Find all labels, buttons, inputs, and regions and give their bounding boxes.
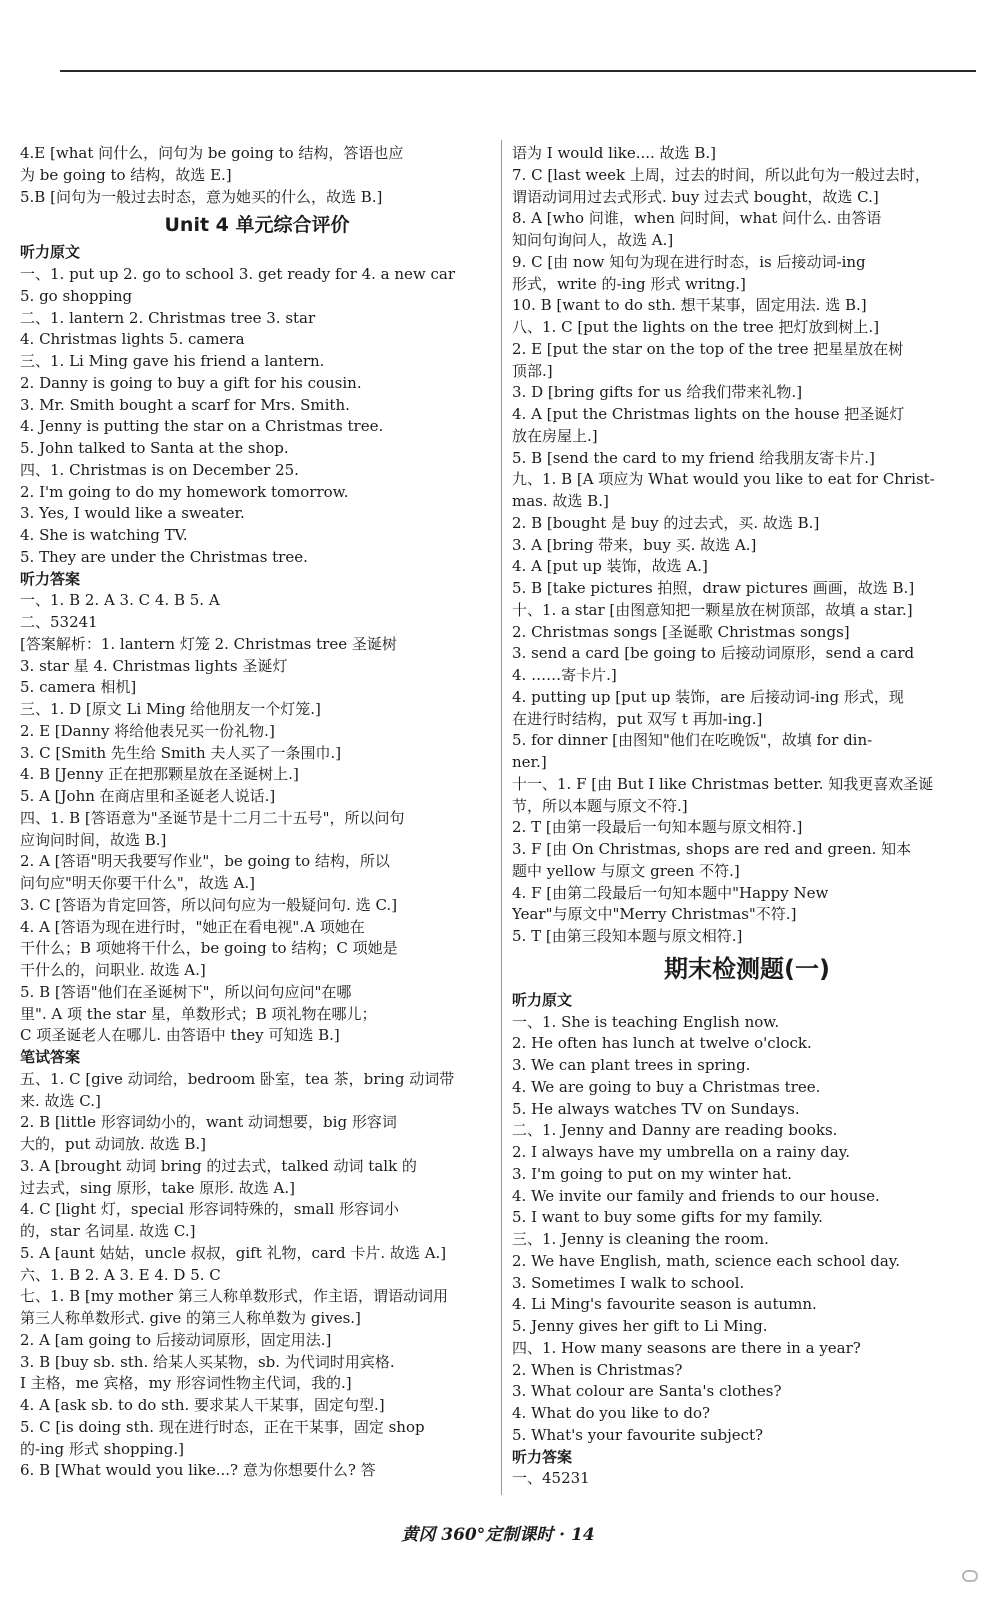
section-title: Unit 4 单元综合评价 xyxy=(164,214,350,237)
left-column xyxy=(20,143,494,1482)
right-column xyxy=(512,143,982,1490)
text-line: 应询问时间，故选 B.] xyxy=(20,830,167,849)
text-line: 4. Li Ming's favourite season is autumn. xyxy=(512,1295,817,1314)
text-line: ner.] xyxy=(512,753,547,771)
text-line: 4. A [put the Christmas lights on the house 把圣诞灯 xyxy=(512,405,905,423)
text-line: 4. putting up [put up 装饰，are 后接动词-ing 形式，现 xyxy=(512,687,904,706)
text-line: 2. We have English, math, science each school day. xyxy=(512,1251,901,1270)
text-line: 6. B [What would you like...? 意为你想要什么? 答 xyxy=(20,1461,376,1480)
text-line: 三、1. Jenny is cleaning the room. xyxy=(512,1230,769,1248)
section-heading: 听力原文 xyxy=(512,990,573,1009)
text-line: 谓语动词用过去式形式. buy 过去式 bought，故选 C.] xyxy=(512,187,879,206)
text-line: 5. camera 相机] xyxy=(20,678,137,697)
text-line: 3. F [由 On Christmas, shops are red and green. 知本 xyxy=(512,840,912,858)
text-line: 一、1. B 2. A 3. C 4. B 5. A xyxy=(20,591,220,610)
text-line: 2. B [little 形容词幼小的，want 动词想要，big 形容词 xyxy=(20,1113,397,1132)
text-line: 9. C [由 now 知句为现在进行时态，is 后接动词-ing xyxy=(512,252,866,271)
text-line: 问句应"明天你要干什么"，故选 A.] xyxy=(20,874,256,892)
text-line: 2. I always have my umbrella on a rainy day. xyxy=(512,1143,851,1161)
text-line: 4. A [put up 装饰，故选 A.] xyxy=(512,557,708,576)
text-line: 四、1. How many seasons are there in a year? xyxy=(512,1338,861,1357)
text-line: 3. B [buy sb. sth. 给某人买某物，sb. 为代词时用宾格. xyxy=(20,1352,395,1371)
text-line: 七、1. B [my mother 第三人称单数形式，作主语，谓语动词用 xyxy=(20,1287,448,1306)
text-line: 一、45231 xyxy=(512,1469,590,1488)
text-line: 干什么；B 项她将干什么，be going to 结构；C 项她是 xyxy=(20,939,398,958)
top-rule xyxy=(60,70,976,72)
text-line: 4. C [light 灯，special 形容词特殊的，small 形容词小 xyxy=(20,1200,399,1219)
text-line: 节，所以本题与原文不符.] xyxy=(512,796,688,815)
text-line: 题中 yellow 与原文 green 不符.] xyxy=(512,861,740,880)
text-line: 4. What do you like to do? xyxy=(512,1404,711,1422)
text-line: 四、1. Christmas is on December 25. xyxy=(20,460,299,479)
text-line: 2. Danny is going to buy a gift for his cousin. xyxy=(20,373,362,392)
text-line: 5. A [aunt 姑姑，uncle 叔叔，gift 礼物，card 卡片. 故选 A.] xyxy=(20,1243,447,1262)
text-line: 5. B [take pictures 拍照，draw pictures 画画，故选 B.] xyxy=(512,579,915,597)
text-line: 5. He always watches TV on Sundays. xyxy=(512,1099,800,1118)
text-line: 5. T [由第三段知本题与原文相符.] xyxy=(512,927,743,945)
text-line: 5. B [答语"他们在圣诞树下"，所以问句应问"在哪 xyxy=(20,982,352,1001)
text-line: 为 be going to 结构，故选 E.] xyxy=(20,165,232,184)
text-line: 3. We can plant trees in spring. xyxy=(512,1056,751,1074)
text-line: 八、1. C [put the lights on the tree 把灯放到树上.] xyxy=(512,318,880,336)
text-line: Year"与原文中"Merry Christmas"不符.] xyxy=(512,905,797,924)
text-line: 5. for dinner [由图知"他们在吃晚饭"，故填 for din- xyxy=(512,731,873,750)
text-line: 形式，write 的-ing 形式 writng.] xyxy=(512,274,746,293)
section-title: 期末检测题(一) xyxy=(664,954,830,983)
text-line: 10. B [want to do sth. 想干某事，固定用法. 选 B.] xyxy=(512,296,867,315)
text-line: 2. I'm going to do my homework tomorrow. xyxy=(20,482,349,501)
text-line: 3. A [bring 带来，buy 买. 故选 A.] xyxy=(512,535,757,554)
text-line: 2. E [Danny 将给他表兄买一份礼物.] xyxy=(20,721,275,740)
text-line: 4. F [由第二段最后一句知本题中"Happy New xyxy=(512,883,829,902)
text-line: 里". A 项 the star 星，单数形式；B 项礼物在哪儿； xyxy=(20,1004,377,1023)
text-line: 3. C [答语为肯定回答，所以问句应为一般疑问句. 选 C.] xyxy=(20,895,398,914)
text-line: 5. go shopping xyxy=(20,286,133,305)
text-line: 4. Jenny is putting the star on a Christmas tree. xyxy=(20,417,384,436)
text-line: 3. Sometimes I walk to school. xyxy=(512,1273,745,1292)
text-line: 5. John talked to Santa at the shop. xyxy=(20,439,289,457)
section-heading: 听力原文 xyxy=(20,243,81,262)
text-line: 五、1. C [give 动词给，bedroom 卧室，tea 茶，bring 动词带 xyxy=(20,1069,455,1088)
watermark-logo xyxy=(962,1570,978,1582)
text-line: 三、1. D [原文 Li Ming 给他朋友一个灯笼.] xyxy=(20,700,321,718)
text-line: C 项圣诞老人在哪儿. 由答语中 they 可知选 B.] xyxy=(20,1026,340,1045)
text-line: 大的，put 动词放. 故选 B.] xyxy=(20,1135,207,1153)
text-line: 2. A [答语"明天我要写作业"，be going to 结构，所以 xyxy=(20,852,390,871)
text-line: 3. star 星 4. Christmas lights 圣诞灯 xyxy=(20,656,288,675)
text-line: 5. A [John 在商店里和圣诞老人说话.] xyxy=(20,787,276,805)
text-line: [答案解析：1. lantern 灯笼 2. Christmas tree 圣诞树 xyxy=(20,634,397,653)
text-line: 5. They are under the Christmas tree. xyxy=(20,547,308,566)
section-heading: 听力答案 xyxy=(20,569,81,588)
text-line: 3. Yes, I would like a sweater. xyxy=(20,504,245,523)
text-line: 2. When is Christmas? xyxy=(512,1360,683,1379)
text-line: 十、1. a star [由图意知把一颗星放在树顶部，故填 a star.] xyxy=(512,600,913,619)
text-line: 4. We are going to buy a Christmas tree. xyxy=(512,1077,821,1096)
text-line: 语为 I would like.... 故选 B.] xyxy=(512,144,716,162)
text-line: 的，star 名词星. 故选 C.] xyxy=(20,1222,196,1240)
text-line: 2. Christmas songs [圣诞歌 Christmas songs] xyxy=(512,622,850,641)
text-line: 3. C [Smith 先生给 Smith 夫人买了一条围巾.] xyxy=(20,743,342,762)
text-line: 4. A [答语为现在进行时，"她正在看电视".A 项她在 xyxy=(20,917,365,936)
text-line: 4. B [Jenny 正在把那颗星放在圣诞树上.] xyxy=(20,765,299,784)
text-line: 2. E [put the star on the top of the tree 把星星放在树 xyxy=(512,339,904,358)
text-line: 3. send a card [be going to 后接动词原形，send a card xyxy=(512,644,915,663)
text-line: 三、1. Li Ming gave his friend a lantern. xyxy=(20,352,325,370)
text-line: 顶部.] xyxy=(512,361,553,380)
text-line: 4. A [ask sb. to do sth. 要求某人干某事，固定句型.] xyxy=(20,1396,385,1414)
text-line: 5. C [is doing sth. 现在进行时态，正在干某事，固定 shop xyxy=(20,1417,425,1436)
text-line: 7. C [last week 上周，过去的时间，所以此句为一般过去时， xyxy=(512,165,930,184)
text-line: 2. He often has lunch at twelve o'clock. xyxy=(512,1034,812,1053)
text-line: 一、1. She is teaching English now. xyxy=(512,1012,780,1031)
text-line: 4.E [what 问什么，问句为 be going to 结构，答语也应 xyxy=(20,144,404,162)
text-line: 8. A [who 问谁，when 问时间，what 问什么. 由答语 xyxy=(512,209,882,228)
text-line: 来. 故选 C.] xyxy=(20,1091,101,1110)
section-heading: 听力答案 xyxy=(512,1447,573,1466)
text-line: 的-ing 形式 shopping.] xyxy=(20,1439,184,1458)
text-line: I 主格，me 宾格，my 形容词性物主代词，我的.] xyxy=(20,1374,352,1393)
text-line: 3. A [brought 动词 bring 的过去式，talked 动词 talk 的 xyxy=(20,1156,417,1175)
text-line: 5. B [send the card to my friend 给我朋友寄卡片.] xyxy=(512,448,875,467)
text-line: 四、1. B [答语意为"圣诞节是十二月二十五号"，所以问句 xyxy=(20,808,405,827)
text-line: 知问句询问人，故选 A.] xyxy=(512,231,674,249)
text-line: 5.B [问句为一般过去时态，意为她买的什么，故选 B.] xyxy=(20,187,383,206)
text-line: 4. We invite our family and friends to our house. xyxy=(512,1186,880,1205)
text-line: 二、53241 xyxy=(20,613,98,631)
text-line: 3. D [bring gifts for us 给我们带来礼物.] xyxy=(512,383,803,402)
text-line: 5. I want to buy some gifts for my family. xyxy=(512,1208,823,1227)
text-line: 4. ……寄卡片.] xyxy=(512,666,617,684)
text-line: 过去式，sing 原形，take 原形. 故选 A.] xyxy=(20,1178,295,1197)
text-line: 十一、1. F [由 But I like Christmas better. 知我更喜欢圣诞 xyxy=(512,774,934,793)
text-line: 4. Christmas lights 5. camera xyxy=(20,330,245,349)
text-line: 九、1. B [A 项应为 What would you like to eat for Christ- xyxy=(512,470,935,489)
page-footer: 黄冈 360°定制课时 · 14 xyxy=(401,1525,595,1545)
text-line: 在进行时结构，put 双写 t 再加-ing.] xyxy=(512,709,763,728)
text-line: 二、1. Jenny and Danny are reading books. xyxy=(512,1121,838,1140)
text-line: 2. A [am going to 后接动词原形，固定用法.] xyxy=(20,1330,332,1349)
text-line: 3. I'm going to put on my winter hat. xyxy=(512,1164,792,1183)
text-line: 2. B [bought 是 buy 的过去式，买. 故选 B.] xyxy=(512,513,820,532)
text-line: 放在房屋上.] xyxy=(512,426,598,445)
text-line: 六、1. B 2. A 3. E 4. D 5. C xyxy=(20,1265,221,1284)
column-divider xyxy=(501,140,502,1495)
section-heading: 笔试答案 xyxy=(20,1048,81,1066)
text-line: 一、1. put up 2. go to school 3. get ready for 4. a new car xyxy=(20,265,456,283)
text-line: 第三人称单数形式. give 的第三人称单数为 gives.] xyxy=(20,1309,361,1327)
text-line: 二、1. lantern 2. Christmas tree 3. star xyxy=(20,308,316,327)
text-line: 干什么的，问职业. 故选 A.] xyxy=(20,961,206,979)
text-line: 3. What colour are Santa's clothes? xyxy=(512,1382,782,1401)
text-line: 5. What's your favourite subject? xyxy=(512,1425,764,1444)
text-line: 5. Jenny gives her gift to Li Ming. xyxy=(512,1317,768,1335)
text-line: 3. Mr. Smith bought a scarf for Mrs. Smith. xyxy=(20,395,350,414)
text-line: mas. 故选 B.] xyxy=(512,492,609,510)
text-line: 2. T [由第一段最后一句知本题与原文相符.] xyxy=(512,818,803,837)
text-line: 4. She is watching TV. xyxy=(20,526,188,544)
